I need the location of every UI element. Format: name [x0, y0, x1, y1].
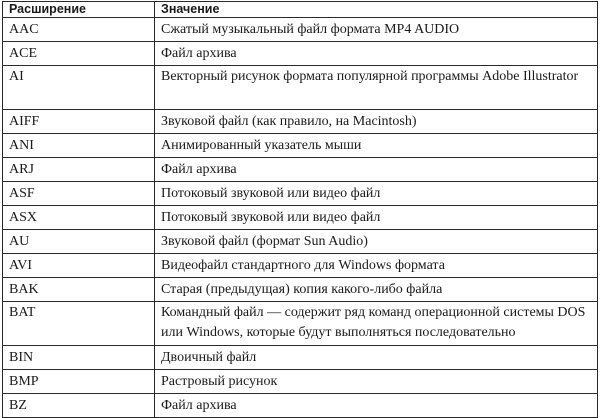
meaning-cell: Звуковой файл (как правило, на Macintosh)	[155, 110, 598, 134]
table-row	[3, 302, 598, 346]
extension-cell: AAC	[3, 18, 155, 42]
table-row	[3, 394, 598, 418]
table-row	[3, 370, 598, 394]
header-meaning: Значение	[155, 2, 598, 18]
meaning-cell: Видеофайл стандартного для Windows формата	[155, 254, 598, 278]
meaning-cell: Анимированный указатель мыши	[155, 134, 598, 158]
extension-cell: BAK	[3, 278, 155, 302]
table-row	[3, 182, 598, 206]
extension-cell: ACE	[3, 42, 155, 66]
meaning-cell: Файл архива	[155, 42, 598, 66]
table-row	[3, 158, 598, 182]
extension-cell: ANI	[3, 134, 155, 158]
meaning-cell: Командный файл — содержит ряд команд операционной системы DOS или Windows, которые будут выполняться последовательно	[155, 302, 598, 346]
table-row	[3, 206, 598, 230]
meaning-cell: Потоковый звуковой или видео файл	[155, 182, 598, 206]
table-row	[3, 346, 598, 370]
table-row	[3, 66, 598, 110]
extension-cell: ARJ	[3, 158, 155, 182]
extension-cell: AU	[3, 230, 155, 254]
meaning-cell: Звуковой файл (формат Sun Audio)	[155, 230, 598, 254]
meaning-cell: Растровый рисунок	[155, 370, 598, 394]
table-row	[3, 278, 598, 302]
meaning-cell: Потоковый звуковой или видео файл	[155, 206, 598, 230]
meaning-cell: Двоичный файл	[155, 346, 598, 370]
table-row	[3, 230, 598, 254]
table-row	[3, 254, 598, 278]
extension-cell: AI	[3, 66, 155, 110]
extension-cell: BZ	[3, 394, 155, 418]
meaning-cell: Сжатый музыкальный файл формата MP4 AUDIO	[155, 18, 598, 42]
meaning-cell: Файл архива	[155, 158, 598, 182]
meaning-cell: Векторный рисунок формата популярной программы Adobe Illustrator	[155, 66, 598, 110]
table-row	[3, 42, 598, 66]
table-row	[3, 134, 598, 158]
meaning-cell: Файл архива	[155, 394, 598, 418]
extension-cell: ASX	[3, 206, 155, 230]
table-header-row	[3, 2, 598, 18]
header-extension: Расширение	[3, 2, 155, 18]
extension-cell: ASF	[3, 182, 155, 206]
extension-cell: BMP	[3, 370, 155, 394]
extension-cell: AIFF	[3, 110, 155, 134]
table-row	[3, 18, 598, 42]
meaning-cell: Старая (предыдущая) копия какого-либо файла	[155, 278, 598, 302]
extension-cell: AVI	[3, 254, 155, 278]
table-row	[3, 110, 598, 134]
file-extensions-table	[2, 1, 598, 418]
extension-cell: BAT	[3, 302, 155, 346]
extension-cell: BIN	[3, 346, 155, 370]
